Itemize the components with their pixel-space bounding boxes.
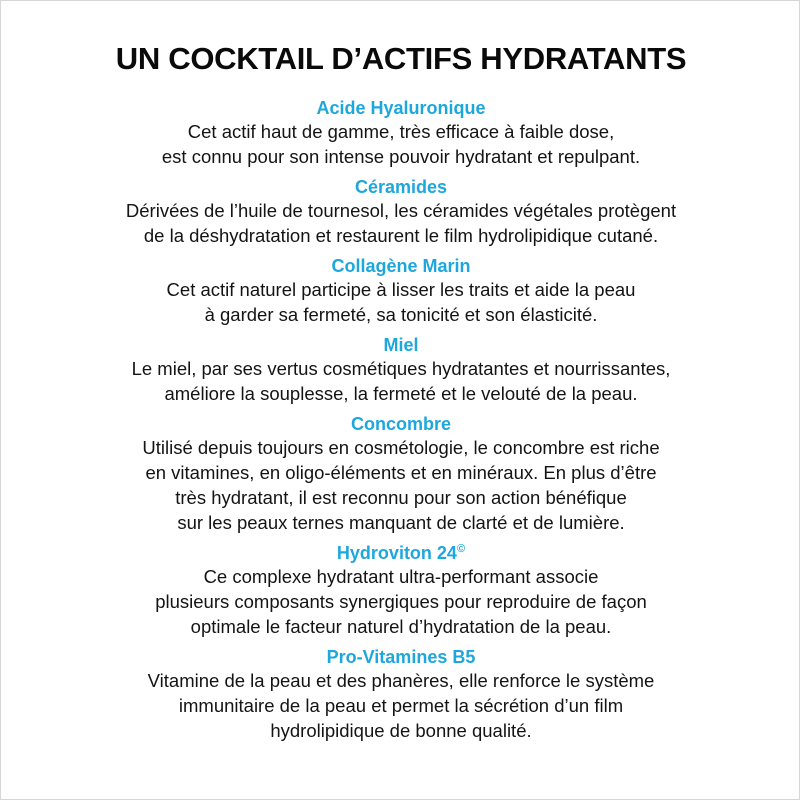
ingredient-description-line: Ce complexe hydratant ultra-performant associe [203, 566, 599, 587]
section-spacer [1, 535, 800, 542]
ingredient-description-line: immunitaire de la peau et permet la sécrétion d’un film [178, 695, 624, 716]
section-spacer [1, 169, 800, 176]
ingredient-name: Pro-Vitamines B5 [326, 647, 476, 667]
ingredient-name: Céramides [354, 177, 448, 197]
ingredient-section [1, 542, 800, 639]
ingredient-name: Concombre [350, 414, 451, 434]
ingredient-description-line: Dérivées de l’huile de tournesol, les céramides végétales protègent [125, 200, 677, 221]
ingredient-list [1, 97, 800, 743]
ingredient-name: Miel [383, 335, 419, 355]
ingredient-description-line: très hydratant, il est reconnu pour son action bénéfique [175, 487, 627, 508]
ingredient-name: Acide Hyaluronique [316, 98, 486, 118]
ingredient-heading [1, 255, 800, 277]
ingredient-name: Hydroviton 24 [336, 543, 457, 563]
section-spacer [1, 406, 800, 413]
ingredient-description-line: améliore la souplesse, la fermeté et le velouté de la peau. [164, 383, 638, 404]
ingredient-description-line: en vitamines, en oligo-éléments et en minéraux. En plus d’être [145, 462, 657, 483]
ingredient-heading [1, 334, 800, 356]
ingredient-section [1, 413, 800, 535]
ingredient-heading [1, 646, 800, 668]
ingredient-description-line: Le miel, par ses vertus cosmétiques hydratantes et nourrissantes, [131, 358, 671, 379]
ingredient-description-line: sur les peaux ternes manquant de clarté et de lumière. [177, 512, 625, 533]
section-spacer [1, 639, 800, 646]
ingredient-description-line: Cet actif haut de gamme, très efficace à faible dose, [187, 121, 615, 142]
section-spacer [1, 327, 800, 334]
ingredient-description-line: de la déshydratation et restaurent le film hydrolipidique cutané. [143, 225, 659, 246]
copyright-mark: © [456, 543, 466, 555]
ingredient-description-line: plusieurs composants synergiques pour reproduire de façon [155, 591, 647, 612]
ingredient-description-line: Vitamine de la peau et des phanères, elle renforce le système [147, 670, 655, 691]
ingredient-section [1, 97, 800, 169]
ingredient-heading [1, 176, 800, 198]
ingredient-heading [1, 413, 800, 435]
ingredient-description-line: Utilisé depuis toujours en cosmétologie, le concombre est riche [142, 437, 660, 458]
ingredient-name: Collagène Marin [331, 256, 471, 276]
section-spacer [1, 248, 800, 255]
ingredient-section [1, 176, 800, 248]
ingredient-section [1, 646, 800, 743]
ingredient-heading [1, 542, 800, 564]
ingredient-description-line: hydrolipidique de bonne qualité. [270, 720, 532, 741]
ingredient-section [1, 255, 800, 327]
ingredient-description-line: est connu pour son intense pouvoir hydratant et repulpant. [161, 146, 641, 167]
ingredient-description-line: optimale le facteur naturel d’hydratation de la peau. [190, 616, 612, 637]
ingredient-section [1, 334, 800, 406]
ingredient-heading [1, 97, 800, 119]
ingredient-description-line: Cet actif naturel participe à lisser les traits et aide la peau [166, 279, 636, 300]
page-title: UN COCKTAIL D’ACTIFS HYDRATANTS [115, 41, 687, 76]
ingredient-description-line: à garder sa fermeté, sa tonicité et son élasticité. [204, 304, 598, 325]
